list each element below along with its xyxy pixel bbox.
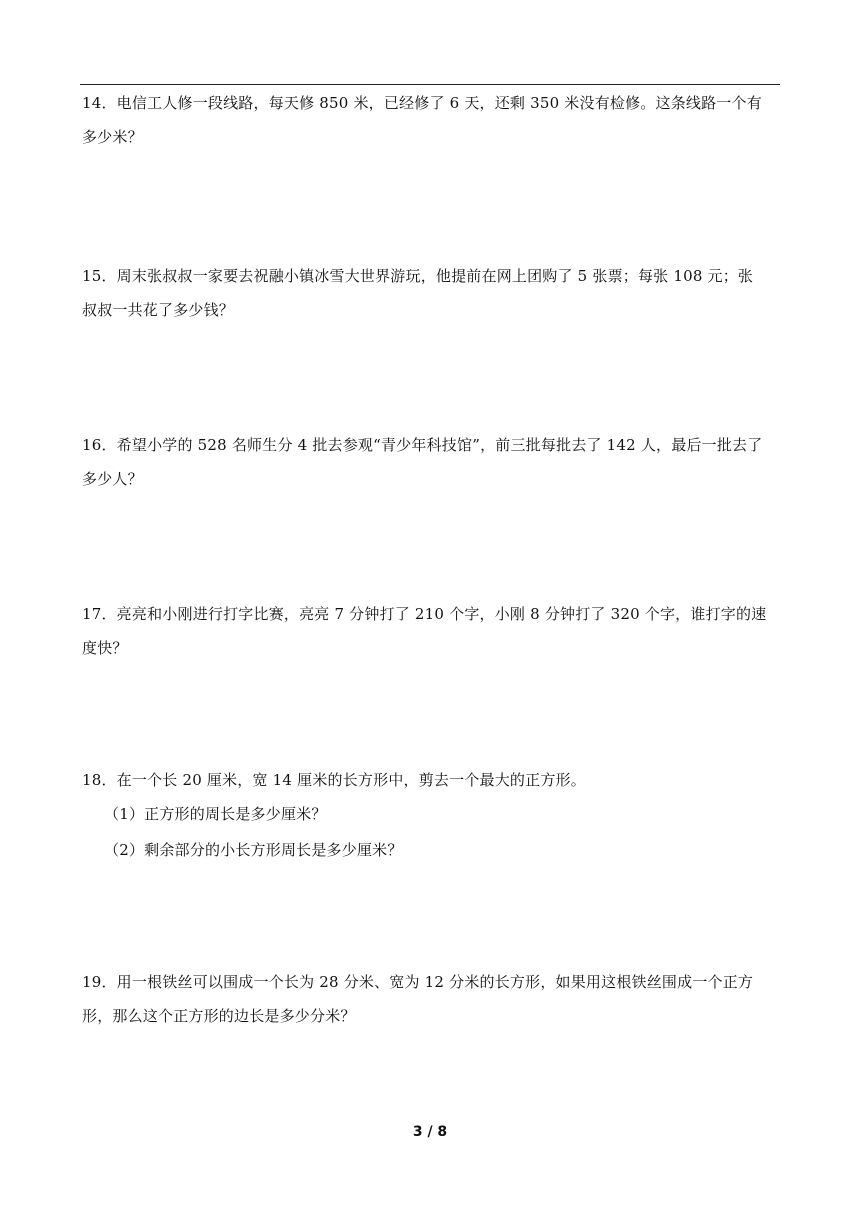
question-line: 17．亮亮和小刚进行打字比赛，亮亮 7 分钟打了 210 个字，小刚 8 分钟打了 320 个字，谁打字的速 bbox=[82, 605, 767, 623]
question-line: 多少米？ bbox=[82, 128, 143, 146]
question-18 bbox=[82, 763, 772, 869]
question-line: 15．周末张叔叔一家要去祝融小镇冰雪大世界游玩，他提前在网上团购了 5 张票；每张 108 元；张 bbox=[82, 267, 754, 285]
question-line: 形，那么这个正方形的边长是多少分米？ bbox=[82, 1007, 356, 1025]
question-subpart: （1）正方形的周长是多少厘米？ bbox=[104, 805, 327, 823]
question-line: 19．用一根铁丝可以围成一个长为 28 分米、宽为 12 分米的长方形，如果用这根铁丝围成一个正方 bbox=[82, 973, 754, 991]
question-15 bbox=[82, 259, 772, 327]
question-line: 叔叔一共花了多少钱？ bbox=[82, 301, 235, 319]
question-16 bbox=[82, 428, 772, 496]
question-line: 16．希望小学的 528 名师生分 4 批去参观“青少年科技馆”，前三批每批去了 142 人，最后一批去了 bbox=[82, 436, 763, 454]
question-line: 度快？ bbox=[82, 639, 128, 657]
question-line: 18．在一个长 20 厘米，宽 14 厘米的长方形中，剪去一个最大的正方形。 bbox=[82, 771, 586, 789]
question-19 bbox=[82, 965, 772, 1033]
question-subpart: （2）剩余部分的小长方形周长是多少厘米？ bbox=[104, 841, 403, 859]
question-14 bbox=[82, 86, 772, 154]
question-line: 多少人？ bbox=[82, 470, 143, 488]
page-number: 3 / 8 bbox=[412, 1124, 448, 1140]
question-line: 14．电信工人修一段线路，每天修 850 米，已经修了 6 天，还剩 350 米没有检修。这条线路一个有 bbox=[82, 94, 762, 112]
question-17 bbox=[82, 597, 772, 665]
header-rule bbox=[80, 84, 780, 85]
